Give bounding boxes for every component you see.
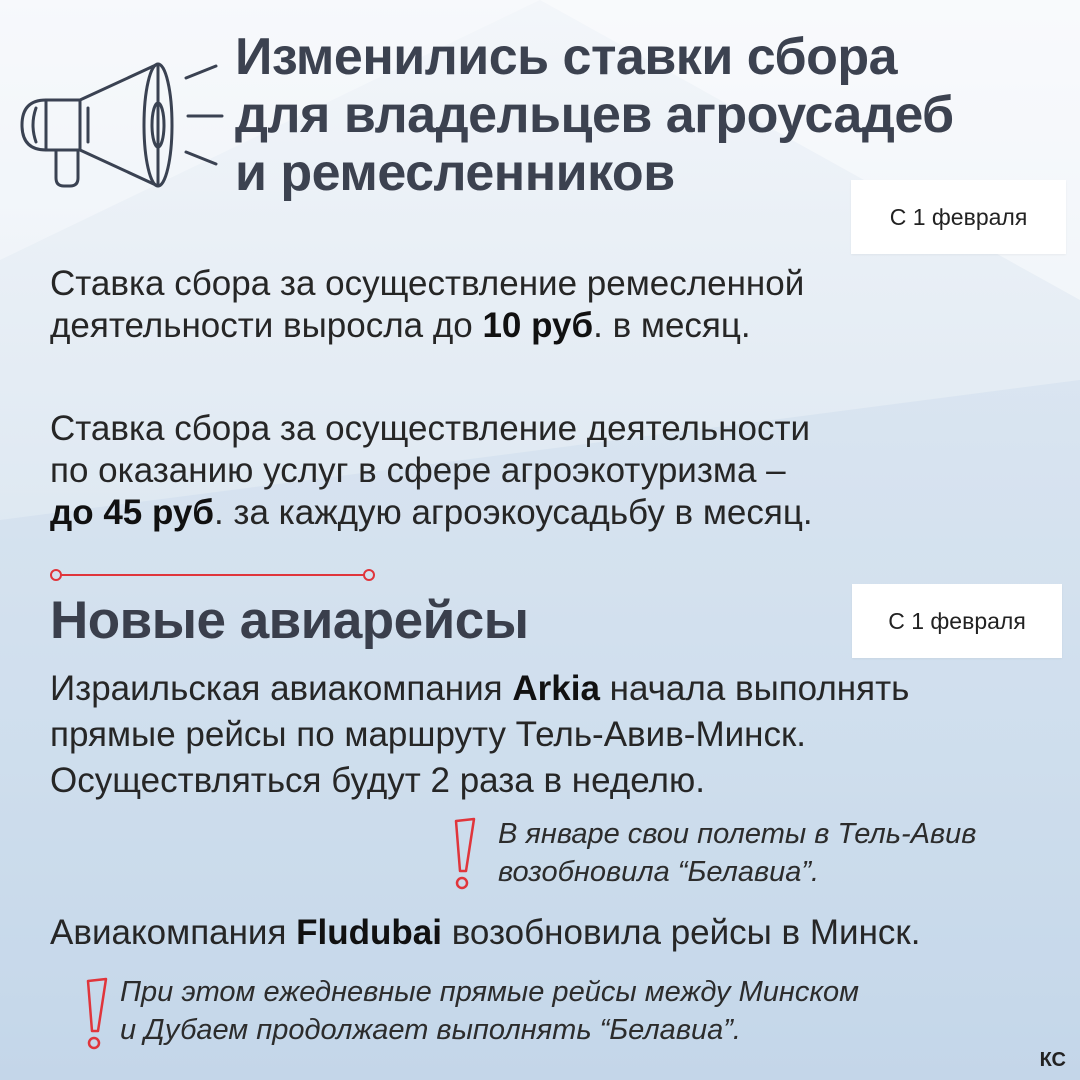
arkia-paragraph [50, 666, 1050, 804]
arkia-line-2: прямые рейсы по маршруту Тель-Авив-Минск. [50, 715, 807, 754]
craft-fee-line-2 [50, 305, 1050, 347]
agro-fee-paragraph [50, 408, 1050, 534]
craft-fee-text: деятельности выросла до [50, 306, 483, 345]
note1-line-2: возобновила “Белавиа”. [498, 856, 820, 888]
megaphone-icon [8, 38, 228, 198]
arkia-line-1 [50, 666, 1050, 712]
page-title [235, 28, 1035, 202]
note1-line-1: В январе свои полеты в Тель-Авив [498, 818, 977, 850]
exclamation-icon [80, 975, 112, 1055]
section-divider [48, 566, 378, 584]
belavia-tel-aviv-note [498, 815, 1058, 891]
agro-fee-suffix: . за каждую агроэкоусадьбу в месяц. [213, 493, 813, 532]
fludubai-suffix: возобновила рейсы в Минск. [441, 913, 921, 952]
date-badge-2: С 1 февраля [852, 584, 1062, 658]
agro-fee-line-3 [50, 492, 1050, 534]
arkia-text: Израильская авиакомпания [50, 669, 513, 708]
date-badge-1: С 1 февраля [851, 180, 1066, 254]
arkia-name: Arkia [512, 669, 600, 708]
exclamation-icon [448, 815, 480, 895]
agro-fee-line-1: Ставка сбора за осуществление деятельности [50, 409, 811, 448]
note2-line-1: При этом ежедневные прямые рейсы между Минском [120, 976, 860, 1008]
craft-fee-paragraph [50, 263, 1050, 347]
fludubai-text: Авиакомпания [50, 913, 297, 952]
fludubai-name: Fludubai [296, 913, 442, 952]
title-line-2: для владельцев агроусадеб [235, 86, 954, 144]
craft-fee-line-1: Ставка сбора за осуществление ремесленной [50, 264, 805, 303]
note2-line-2: и Дубаем продолжает выполнять “Белавиа”. [120, 1014, 741, 1046]
corner-mark: КС [1039, 1049, 1066, 1071]
title-line-1: Изменились ставки сбора [235, 28, 898, 86]
agro-fee-line-2: по оказанию услуг в сфере агроэкотуризма – [50, 451, 786, 490]
title-line-3: и ремесленников [235, 144, 675, 202]
arkia-line-3: Осуществляться будут 2 раза в неделю. [50, 761, 705, 800]
arkia-suffix: начала выполнять [599, 669, 910, 708]
fludubai-paragraph [50, 912, 1050, 954]
agro-fee-amount: до 45 руб [50, 493, 214, 532]
craft-fee-suffix: . в месяц. [593, 306, 751, 345]
belavia-dubai-note [120, 973, 1020, 1049]
craft-fee-amount: 10 руб [482, 306, 594, 345]
flights-section-title: Новые авиарейсы [50, 591, 529, 650]
